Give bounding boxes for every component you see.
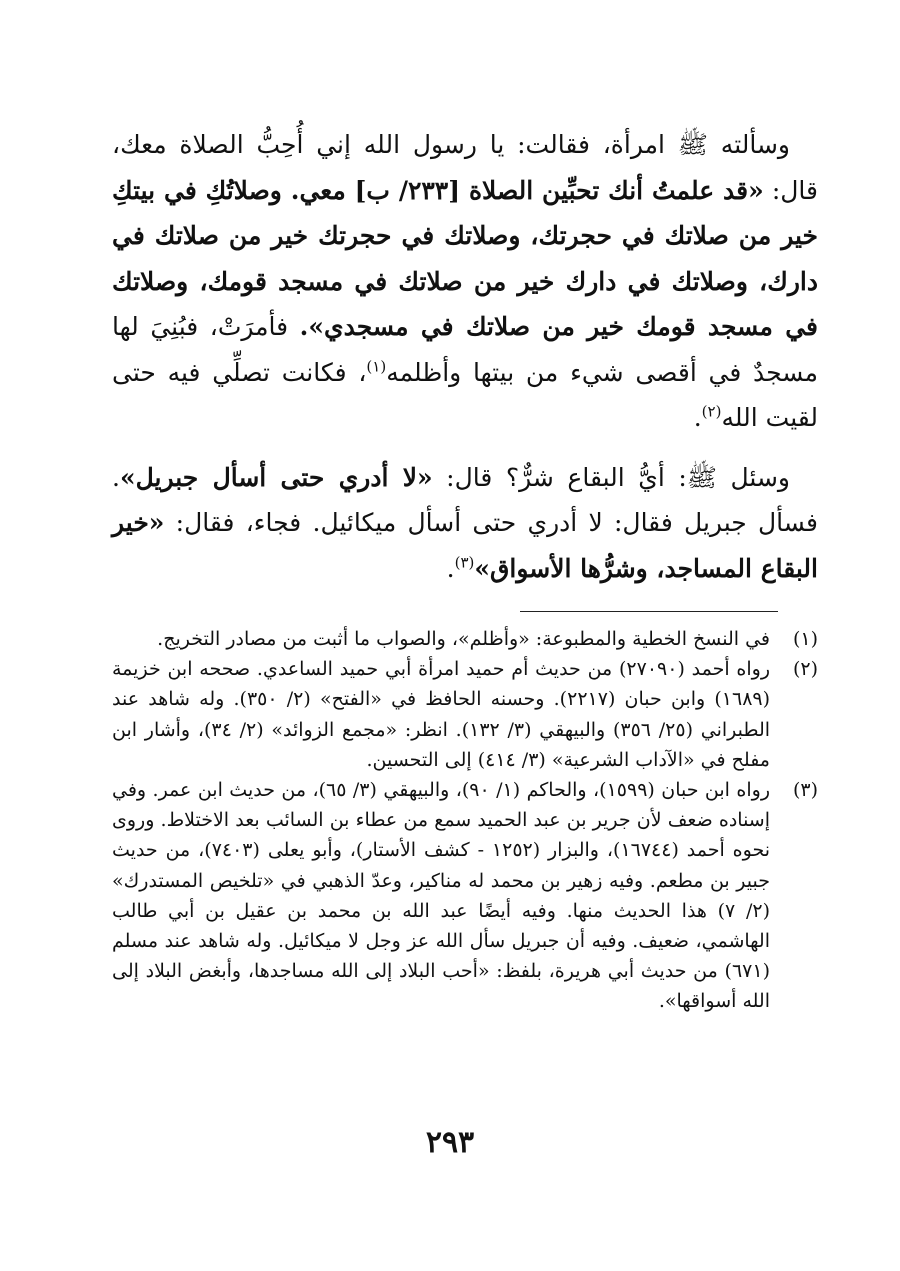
footnote-divider bbox=[520, 611, 778, 612]
footnote-1 bbox=[112, 624, 818, 654]
paragraph-1-continuation: فأمرَتْ، فبُنِيَ لها مسجدٌ في أقصى شيء من بيتها وأظلمه bbox=[112, 312, 818, 387]
footnote-3-text: رواه ابن حبان (١٥٩٩)، والحاكم (١/ ٩٠)، والبيهقي (٣/ ٦٥)، من حديث ابن عمر. وفي إسناده ضعف لأن جرير بن عبد الحميد سمع من عطاء بن السائب بعد الاختلاط. وروى نحوه أحمد (١٦٧٤٤)، والبزار (١٢٥٢ - كشف الأستار)، وأبو يعلى (٧٤٠٣)، من حديث جبير بن مطعم. وفيه زهير بن محمد له مناكير، وعدّ الذهبي في «تلخيص المستدرك» (٢/ ٧) هذا الحديث منها. وفيه أيضًا عبد الله بن محمد بن عقيل بن أبي طالب الهاشمي، ضعيف. وفيه أن جبريل سأل الله عز وجل لا ميكائيل. وله شاهد عند مسلم (٦٧١) من حديث أبي هريرة، بلفظ: «أحب البلاد إلى الله مساجدها، وأبغض البلاد إلى الله أسواقها». bbox=[112, 779, 771, 1013]
footnotes-section bbox=[112, 624, 818, 1017]
paragraph-2-middle: . فسأل جبريل فقال: لا أدري حتى أسأل ميكائيل. فجاء، فقال: bbox=[112, 462, 818, 537]
paragraph-2-hadith-2: «خير البقاع المساجد، وشرُّها الأسواق» bbox=[112, 508, 818, 583]
paragraph-1-hadith: «قد علمتُ أنك تحبِّين الصلاة [٢٣٣/ ب] معي. وصلاتُكِ في بيتكِ خير من صلاتك في حجرتك، وصلاتك في حجرتك خير من صلاتك في دارك، وصلاتك في دارك خير من صلاتك في مسجد قومك، وصلاتك في مسجد قومك خير من صلاتك في مسجدي». bbox=[112, 175, 818, 341]
paragraph-2-intro: وسئل ﷺ: أيُّ البقاع شرٌّ؟ قال: bbox=[432, 462, 790, 492]
footnote-2 bbox=[112, 654, 818, 775]
paragraph-1-end-dot: . bbox=[693, 403, 702, 432]
footnote-1-number: (١) bbox=[792, 628, 818, 650]
footnote-3 bbox=[112, 775, 818, 1017]
paragraph-2-end-dot: . bbox=[446, 553, 455, 583]
paragraph-1 bbox=[112, 122, 818, 441]
footnote-3-number: (٣) bbox=[792, 779, 818, 802]
main-text-body bbox=[112, 122, 818, 605]
footnote-2-text: رواه أحمد (٢٧٠٩٠) من حديث أم حميد امرأة أبي حميد الساعدي. صححه ابن خزيمة (١٦٨٩) وابن حبان (٢٢١٧). وحسنه الحافظ في «الفتح» (٢/ ٣٥٠). وله شاهد عند الطبراني (٢٥/ ٣٥٦) والبيهقي (٣/ ١٣٢). انظر: «مجمع الزوائد» (٢/ ٣٤)، وأشار ابن مفلح في «الآداب الشرعية» (٣/ ٤١٤) إلى التحسين. bbox=[112, 658, 771, 771]
paragraph-2 bbox=[112, 455, 818, 592]
footnote-ref-1[interactable]: (١) bbox=[366, 357, 387, 376]
footnote-ref-3[interactable]: (٣) bbox=[454, 553, 475, 572]
footnote-2-number: (٢) bbox=[792, 658, 818, 681]
paragraph-1-ending: ، فكانت تصلِّي فيه حتى لقيت الله bbox=[112, 357, 818, 432]
footnote-1-text: في النسخ الخطية والمطبوعة: «وأظلم»، والصواب ما أثبت من مصادر التخريج. bbox=[157, 628, 770, 650]
paragraph-2-hadith-1: «لا أدري حتى أسأل جبريل» bbox=[119, 462, 433, 492]
page-number: ٢٩٣ bbox=[425, 1125, 475, 1160]
footnote-ref-2[interactable]: (٢) bbox=[701, 402, 722, 421]
paragraph-1-intro: وسألته ﷺ امرأة، فقالت: يا رسول الله إني أُحِبُّ الصلاة معك، قال: bbox=[112, 130, 818, 205]
